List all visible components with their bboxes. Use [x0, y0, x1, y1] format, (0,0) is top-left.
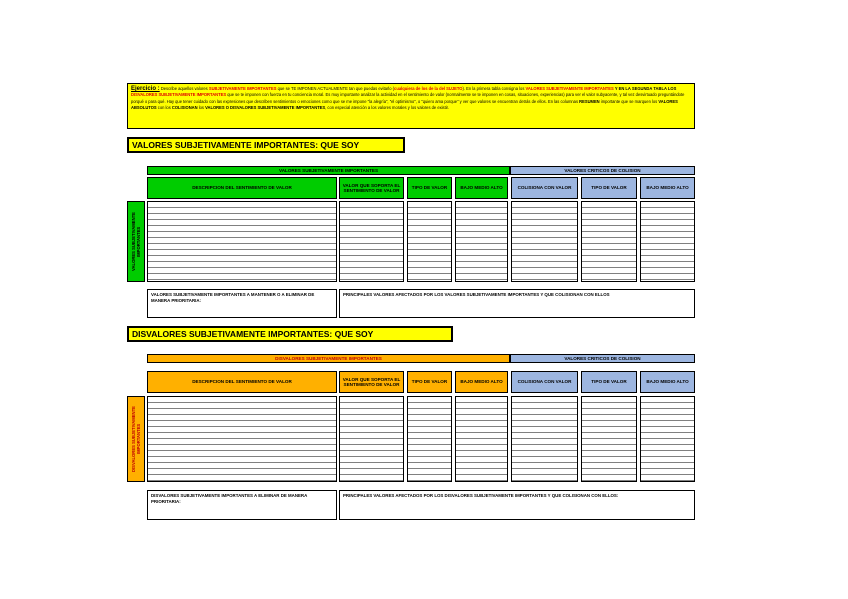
- section2-col-level: BAJO MEDIO ALTO: [455, 371, 508, 393]
- section1-priority-label: VALORES SUBJETIVAMENTE IMPORTANTES A MANTENER O A ELIMINAR DE MANERA PRIORITARIA:: [151, 292, 315, 303]
- section2-value-cells[interactable]: [339, 396, 404, 482]
- exercise-bold: COLISIONAN: [171, 105, 198, 111]
- section1-affected-box[interactable]: [339, 289, 695, 318]
- section2-type2-cells[interactable]: [581, 396, 637, 482]
- exercise-bold: VALORES ABSOLUTOS: [131, 98, 678, 111]
- section1-affected-label: PRINCIPALES VALORES AFECTADOS POR LOS VALORES SUBJETIVAMENTE IMPORTANTES Y QUE COLISIONAN CON ELLOS: [343, 292, 610, 297]
- section2-col-value: VALOR QUE SOPORTA EL SENTIMIENTO DE VALOR: [339, 371, 404, 393]
- section1-type-cells[interactable]: [407, 201, 452, 282]
- section2-col-collision: COLISIONA CON VALOR: [511, 371, 578, 393]
- section2-type-cells[interactable]: [407, 396, 452, 482]
- section1-col-collision: COLISIONA CON VALOR: [511, 177, 578, 199]
- section2-priority-box[interactable]: [147, 490, 337, 520]
- section1-col-level2: BAJO MEDIO ALTO: [640, 177, 695, 199]
- section2-collision-cells[interactable]: [511, 396, 578, 482]
- section1-description-cells[interactable]: [147, 201, 337, 282]
- section2-side-label-text: DISVALORES SUBJETIVAMENTE IMPORTANTES: [131, 406, 141, 472]
- section2-priority-label: DISVALORES SUBJETIVAMENTE IMPORTANTES A ELIMINAR DE MANERA PRIORITARIA:: [151, 493, 308, 504]
- section2-group-header-right: VALORES CRITICOS DE COLISION: [510, 354, 695, 363]
- exercise-text: los: [197, 105, 206, 111]
- exercise-highlight: DISVALORES SUBJETIVAMENTE IMPORTANTES: [131, 92, 227, 98]
- section1-group-header-right: VALORES CRITICOS DE COLISION: [510, 166, 695, 175]
- exercise-highlight: cualquiera de los de la del SUJETO: [394, 86, 463, 91]
- exercise-label: Ejercicio :: [131, 86, 160, 92]
- section1-group-header-left: VALORES SUBJETIVAMENTE IMPORTANTES: [147, 166, 510, 175]
- exercise-text: Describe aquellos valores: [159, 86, 209, 91]
- exercise-text: que se te imponen con fuerza en tu conciencia moral. Es muy importante analizar la actividad en el sentimiento de valor (normalmente se te imponen en cosas, situaciones, experiencias) para ver el valor subyacente, y tal vez desvirtuado preguntándote porqué o para qué. Hay que tener cuidado con las expresiones que describen sentimientos o emociones como que se me impone "la alegría", "el optimismo", o "quiero ama porque" y ver que valores se encuentran detrás de ellos. En las columnas: [131, 92, 685, 104]
- exercise-text: ).: [462, 86, 465, 91]
- section1-priority-box[interactable]: [147, 289, 337, 318]
- section2-affected-label: PRINCIPALES VALORES AFECTADOS POR LOS DISVALORES SUBJETIVAMENTE IMPORTANTES Y QUE COLISIONAN CON ELLOS:: [343, 493, 619, 498]
- exercise-text: importante que se marquen los: [599, 98, 659, 104]
- section2-col-type2: TIPO DE VALOR: [581, 371, 637, 393]
- section1-col-level: BAJO MEDIO ALTO: [455, 177, 508, 199]
- section1-type2-cells[interactable]: [581, 201, 637, 282]
- exercise-text: Y EN LA SEGUNDA TABLA LOS: [613, 86, 677, 91]
- exercise-text: , con especial atención a los valores morales y los valores de existir.: [325, 105, 449, 111]
- section1-level-cells[interactable]: [455, 201, 508, 282]
- section1-col-type: TIPO DE VALOR: [407, 177, 452, 199]
- section2-col-description: DESCRIPCION DEL SENTIMIENTO DE VALOR: [147, 371, 337, 393]
- exercise-text: con los: [156, 105, 172, 111]
- section1-side-label: [127, 201, 145, 282]
- section1-col-value: VALOR QUE SOPORTA EL SENTIMIENTO DE VALOR: [339, 177, 404, 199]
- exercise-text: En la primera tabla consigna los: [464, 86, 526, 91]
- section2-col-type: TIPO DE VALOR: [407, 371, 452, 393]
- section2-level2-cells[interactable]: [640, 396, 695, 482]
- section1-side-label-text: VALORES SUBJETIVAMENTE IMPORTANTES: [131, 212, 141, 271]
- exercise-instructions: [127, 83, 695, 129]
- section2-group-header-left: DISVALORES SUBJETIVAMENTE IMPORTANTES: [147, 354, 510, 363]
- section2-side-label: [127, 396, 145, 482]
- section2-description-cells[interactable]: [147, 396, 337, 482]
- section1-level2-cells[interactable]: [640, 201, 695, 282]
- section1-value-cells[interactable]: [339, 201, 404, 282]
- section2-affected-box[interactable]: [339, 490, 695, 520]
- exercise-highlight: VALORES SUBJETIVAMENTE IMPORTANTES: [525, 86, 614, 91]
- section2-col-level2: BAJO MEDIO ALTO: [640, 371, 695, 393]
- section2-level-cells[interactable]: [455, 396, 508, 482]
- exercise-text: que se TE IMPONEN ACTUALMENTE tan que puedas evitarlo (: [276, 86, 395, 91]
- section1-collision-cells[interactable]: [511, 201, 578, 282]
- section2-title: DISVALORES SUBJETIVAMENTE IMPORTANTES: QUE SOY: [127, 326, 453, 342]
- section1-col-type2: TIPO DE VALOR: [581, 177, 637, 199]
- exercise-bold: VALORES O DISVALORES SUBJETIVAMENTE IMPORTANTES: [205, 105, 326, 111]
- section1-col-description: DESCRIPCION DEL SENTIMIENTO DE VALOR: [147, 177, 337, 199]
- exercise-highlight: SUBJETIVAMENTE IMPORTANTES: [208, 86, 277, 91]
- section1-title: VALORES SUBJETIVAMENTE IMPORTANTES: QUE SOY: [127, 137, 405, 153]
- exercise-bold: RESUMEN: [579, 98, 600, 104]
